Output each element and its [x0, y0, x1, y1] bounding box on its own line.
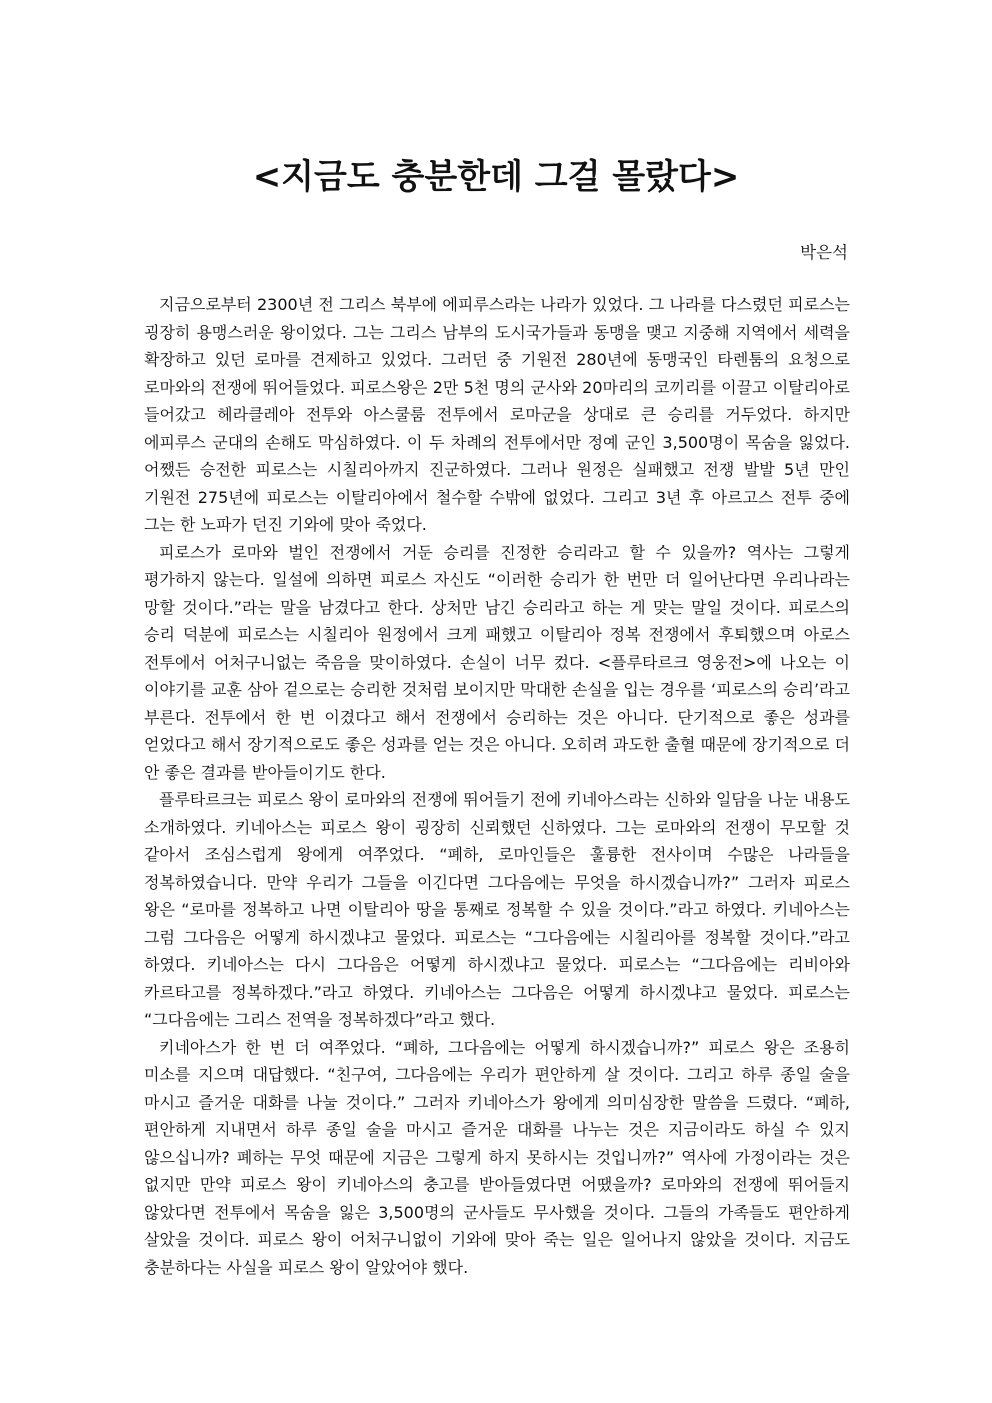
author-name: 박은석: [800, 243, 848, 262]
essay-body: [144, 291, 850, 1281]
paragraph-3: 플루타르크는 피로스 왕이 로마와의 전쟁에 뛰어들기 전에 키네아스라는 신하와 일담을 나눈 내용도 소개하였다. 키네아스는 피로스 왕이 굉장히 신뢰했던 신하였다. 그는 로마와의 전쟁이 무모할 것 같아서 조심스럽게 왕에게 여쭈었다. “폐하, 로마인들은 훌륭한 전사이며 수많은 나라들을 정복하였습니다. 만약 우리가 그들을 이긴다면 그다음에는 무엇을 하시겠습니까?” 그러자 피로스 왕은 “로마를 정복하고 나면 이탈리아 땅을 통째로 정복할 수 있을 것이다.”라고 하였다. 키네아스는 그럼 그다음은 어떻게 하시겠냐고 물었다. 피로스는 “그다음에는 시칠리아를 정복할 것이다.”라고 하였다. 키네아스는 다시 그다음은 어떻게 하시겠냐고 물었다. 피로스는 “그다음에는 리비아와 카르타고를 정복하겠다.”라고 하였다. 키네아스는 그다음은 어떻게 하시겠냐고 물었다. 피로스는 “그다음에는 그리스 전역을 정복하겠다”라고 했다.: [144, 790, 850, 1029]
paragraph-1: 지금으로부터 2300년 전 그리스 북부에 에피루스라는 나라가 있었다. 그 나라를 다스렸던 피로스는 굉장히 용맹스러운 왕이었다. 그는 그리스 남부의 도시국가들과 동맹을 맺고 지중해 지역에서 세력을 확장하고 있던 로마를 견제하고 있었다. 그러던 중 기원전 280년에 동맹국인 타렌툼의 요청으로 로마와의 전쟁에 뛰어들었다. 피로스왕은 2만 5천 명의 군사와 20마리의 코끼리를 이끌고 이탈리아로 들어갔고 헤라클레아 전투와 아스쿨룸 전투에서 로마군을 상대로 큰 승리를 거두었다. 하지만 에피루스 군대의 손해도 막심하였다. 이 두 차례의 전투에서만 정예 군인 3,500명이 목숨을 잃었다. 어쨌든 승전한 피로스는 시칠리아까지 진군하였다. 그러나 원정은 실패했고 전쟁 발발 5년 만인 기원전 275년에 피로스는 이탈리아에서 철수할 수밖에 없었다. 그리고 3년 후 아르고스 전투 중에 그는 한 노파가 던진 기와에 맞아 죽었다.: [144, 295, 850, 534]
paragraph-4: 키네아스가 한 번 더 여쭈었다. “폐하, 그다음에는 어떻게 하시겠습니까?” 피로스 왕은 조용히 미소를 지으며 대답했다. “친구여, 그다음에는 우리가 편안하게 살 것이다. 그리고 하루 종일 술을 마시고 즐거운 대화를 나눌 것이다.” 그러자 키네아스가 왕에게 의미심장한 말씀을 드렸다. “폐하, 편안하게 지내면서 하루 종일 술을 마시고 즐거운 대화를 나누는 것은 지금이라도 하실 수 있지 않으십니까? 폐하는 무엇 때문에 지금은 그렇게 하지 못하시는 것입니까?” 역사에 가정이라는 것은 없지만 만약 피로스 왕이 키네아스의 충고를 받아들였다면 어땠을까? 로마와의 전쟁에 뛰어들지 않았다면 전투에서 목숨을 잃은 3,500명의 군사들도 무사했을 것이다. 그들의 가족들도 편안하게 살았을 것이다. 피로스 왕이 어처구니없이 기와에 맞아 죽는 일은 일어나지 않았을 것이다. 지금도 충분하다는 사실을 피로스 왕이 알았어야 했다.: [144, 1037, 850, 1277]
document-title: <지금도 충분한데 그걸 몰랐다>: [252, 157, 740, 197]
paragraph-2: 피로스가 로마와 벌인 전쟁에서 거둔 승리를 진정한 승리라고 할 수 있을까? 역사는 그렇게 평가하지 않는다. 일설에 의하면 피로스 자신도 “이러한 승리가 한 번만 더 일어난다면 우리나라는 망할 것이다.”라는 말을 남겼다고 한다. 상처만 남긴 승리라고 하는 게 맞는 말일 것이다. 피로스의 승리 덕분에 피로스는 시칠리아 원정에서 크게 패했고 이탈리아 정복 전쟁에서 후퇴했으며 아로스 전투에서 어처구니없는 죽음을 맞이하였다. 손실이 너무 컸다. <플루타르크 영웅전>에 나오는 이 이야기를 교훈 삼아 겉으로는 승리한 것처럼 보이지만 막대한 손실을 입는 경우를 ‘피로스의 승리’라고 부른다. 전투에서 한 번 이겼다고 해서 전쟁에서 승리하는 것은 아니다. 단기적으로 좋은 성과를 얻었다고 해서 장기적으로도 좋은 성과를 얻는 것은 아니다. 오히려 과도한 출혈 때문에 장기적으로 더 안 좋은 결과를 받아들이기도 한다.: [144, 542, 850, 782]
